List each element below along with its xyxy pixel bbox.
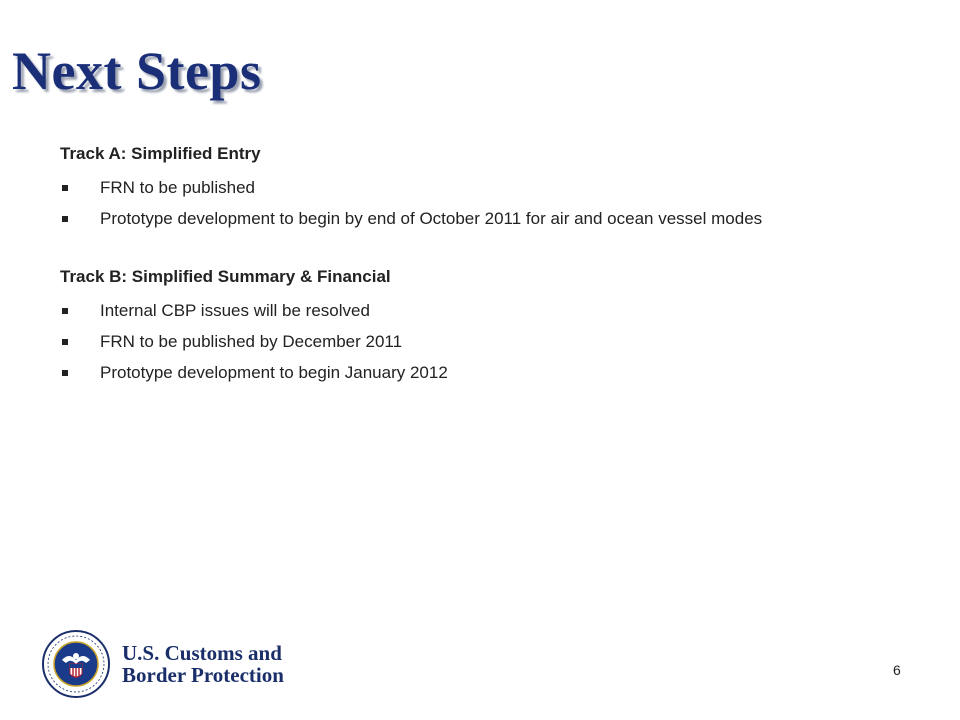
dhs-seal-icon xyxy=(42,630,110,698)
bullet-text: FRN to be published xyxy=(100,178,255,197)
section-track-b xyxy=(60,265,900,385)
bullet-text: FRN to be published by December 2011 xyxy=(100,332,403,351)
bullet-item xyxy=(60,330,900,354)
slide-content xyxy=(60,142,900,405)
logo-line-1: U.S. Customs and xyxy=(122,641,282,665)
bullet-list xyxy=(60,176,900,231)
square-bullet-icon xyxy=(62,370,68,376)
bullet-item xyxy=(60,207,900,231)
bullet-text: Prototype development to begin by end of October 2011 for air and ocean vessel modes xyxy=(100,209,763,228)
cbp-wordmark xyxy=(122,642,284,686)
section-heading: Track B: Simplified Summary & Financial xyxy=(60,267,391,286)
section-heading: Track A: Simplified Entry xyxy=(60,144,261,163)
square-bullet-icon xyxy=(62,216,68,222)
bullet-item xyxy=(60,299,900,323)
slide-title: Next Steps xyxy=(12,41,262,101)
bullet-text: Internal CBP issues will be resolved xyxy=(100,301,370,320)
square-bullet-icon xyxy=(62,185,68,191)
square-bullet-icon xyxy=(62,308,68,314)
bullet-list xyxy=(60,299,900,385)
cbp-logo xyxy=(42,630,284,698)
page-number: 6 xyxy=(893,662,901,678)
section-track-a xyxy=(60,142,900,231)
bullet-item xyxy=(60,361,900,385)
bullet-item xyxy=(60,176,900,200)
logo-line-2: Border Protection xyxy=(122,663,284,687)
square-bullet-icon xyxy=(62,339,68,345)
bullet-text: Prototype development to begin January 2012 xyxy=(100,363,448,382)
